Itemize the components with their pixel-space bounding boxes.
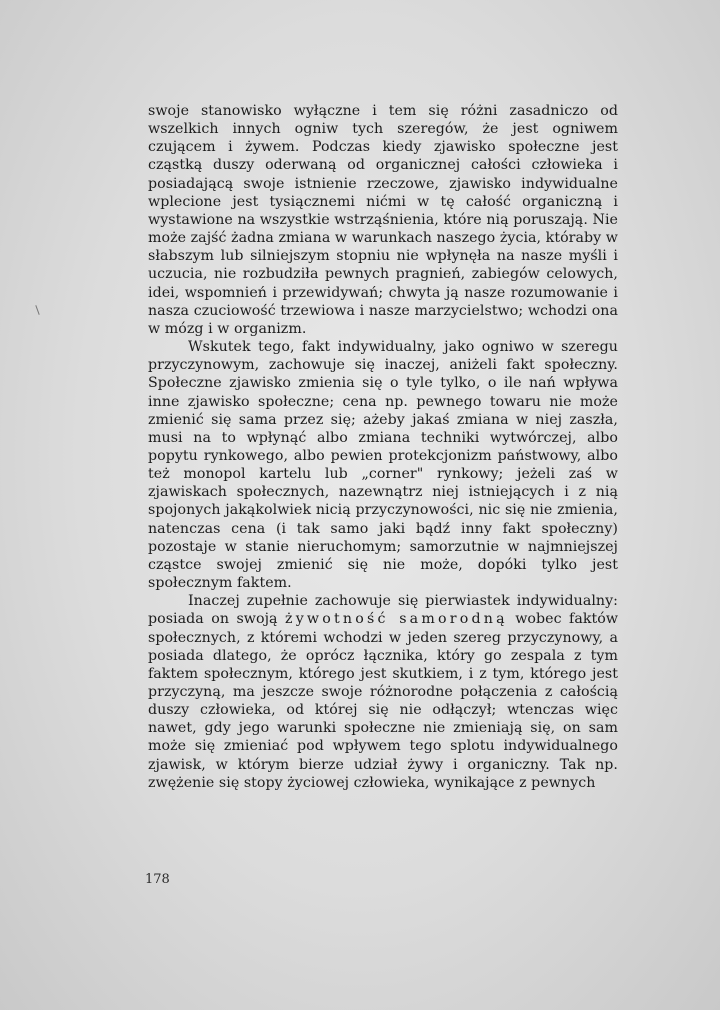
paragraph-2: Wskutek tego, fakt indywidualny, jako ogniwo w szeregu przyczynowym, zachowuje się inaczej, aniżeli fakt społeczny. Społeczne zjawisko zmienia się o tyle tylko, o ile nań wpływa inne zjawisko społeczne; cena np. pewnego towaru nie może zmienić się sama przez się; ażeby jakaś zmiana w niej zaszła, musi na to wpłynąć albo zmiana techniki wytwórczej, albo popytu rynkowego, albo pewien protekcjonizm państwowy, albo też monopol kartelu lub „corner" rynkowy; jeżeli zaś w zjawiskach społecznych, nazewnątrz niej istniejących i z nią spojonych jakąkolwiek nicią przyczynowości, nic się nie zmienia, natenczas cena (i tak samo jaki bądź inny fakt społeczny) pozostaje w stanie nieruchomym; samorzutnie w najmniejszej cząstce swojej zmienić się nie może, dopóki tylko jest społecznym faktem.	[148, 339, 618, 592]
emphasized-phrase: żywotność samorodną	[285, 611, 508, 628]
margin-mark	[35, 305, 39, 315]
paragraph-3-after: wobec faktów społecznych, z któremi wchodzi w jeden szereg przyczynowy, a posiada dlatego, że oprócz łącznika, który go zespala z tym faktem społecznym, którego jest skutkiem, i z tym, którego jest przyczyną, ma jeszcze swoje różnorodne połączenia z całością duszy człowieka, od której się nie odłączył; wtenczas więc nawet, gdy jego warunki społeczne nie zmieniają się, on sam może się zmieniać pod wpływem tego splotu indywidualnego zjawisk, w którym bierze udział żywy i organiczny. Tak np. zwężenie się stopy życiowej człowieka, wynikające z pewnych	[148, 611, 619, 791]
paragraph-1: swoje stanowisko wyłączne i tem się różni zasadniczo od wszelkich innych ogniw tych szeregów, że jest ogniwem czującem i żywem. Podczas kiedy zjawisko społeczne jest cząstką duszy oderwaną od organicznej całości człowieka i posiadającą swoje istnienie rzeczowe, zjawisko indywidualne wplecione jest tysiącznemi nićmi w tę całość organiczną i wystawione na wszystkie wstrząśnienia, które nią poruszają. Nie może zajść żadna zmiana w warunkach naszego życia, któraby w słabszym lub silniejszym stopniu nie wpłynęła na nasze myśli i uczucia, nie rozbudziła pewnych pragnień, zabiegów celowych, idei, wspomnień i przewidywań; chwyta ją nasze rozumowanie i nasza czuciowość trzewiowa i nasze marzycielstwo; wchodzi ona w mózg i w organizm.	[148, 103, 618, 337]
body-text	[148, 102, 618, 792]
paragraph-3	[148, 592, 618, 792]
paragraph-3-before: Inaczej zupełnie zachowuje się pierwiastek indywidualny: posiada on swoją	[148, 593, 618, 628]
page-number: 178	[145, 872, 170, 887]
